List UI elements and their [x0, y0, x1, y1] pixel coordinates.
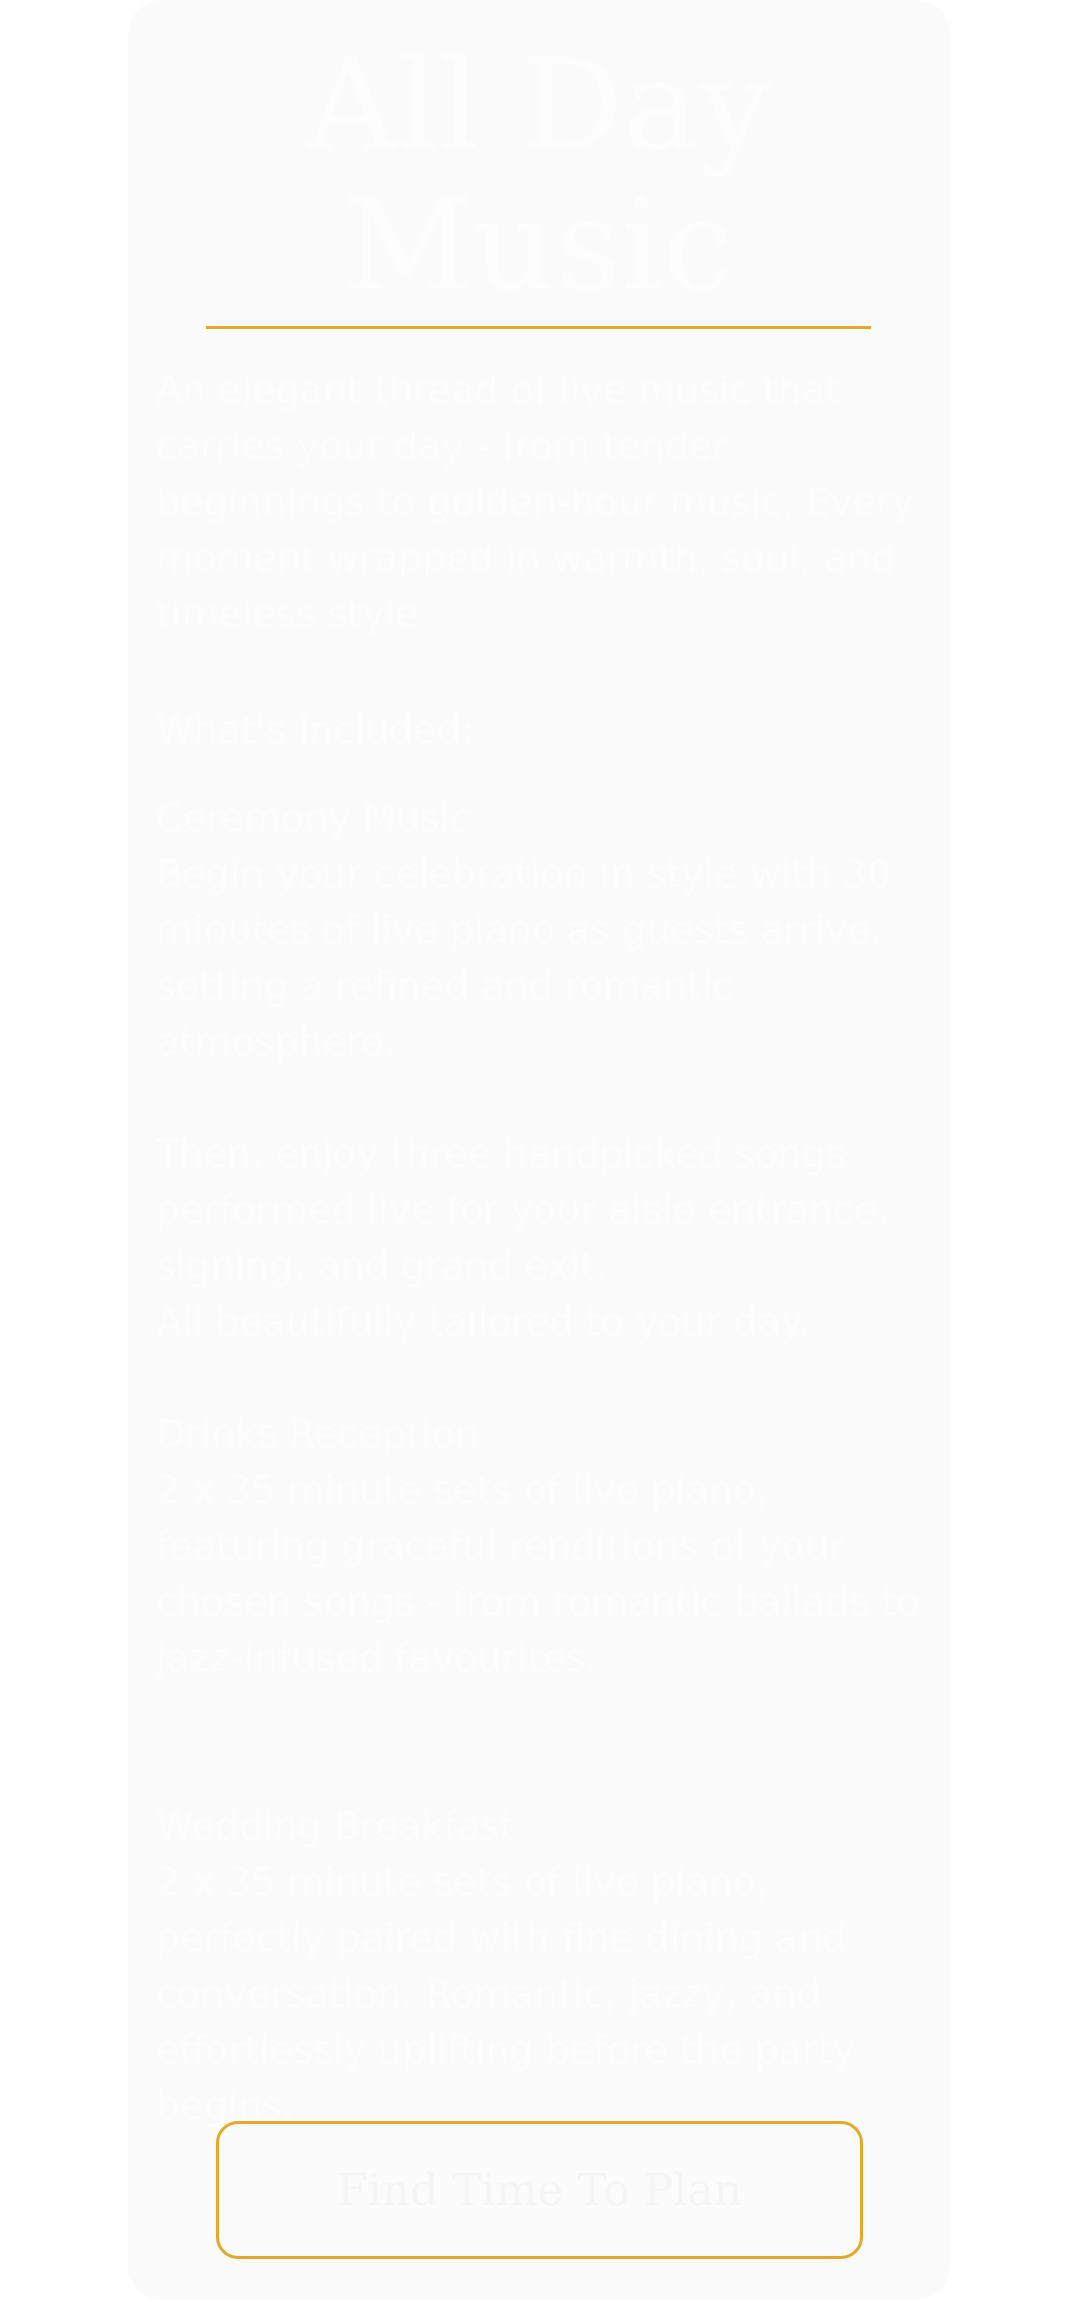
section-drinks-reception [156, 1406, 936, 1686]
included-heading: What's Included: [156, 708, 474, 752]
section-paragraph: Begin your celebration in style with 30 minutes of live piano as guests arrive, setting a refined and romantic atmosphere. [156, 852, 891, 1064]
package-title: All Day Music [306, 32, 772, 319]
title-divider [206, 326, 871, 329]
section-title: Wedding Breakfast [156, 1804, 515, 1848]
section-ceremony-music [156, 790, 936, 1350]
section-wedding-breakfast [156, 1798, 936, 2134]
intro-text: An elegant thread of live music that carries your day - from tender beginnings to golden-hour music. Every moment wrapped in warmth, soul, and timeless style. [156, 368, 915, 636]
section-paragraph: Then, enjoy three handpicked songs performed live for your aisle entrance, signing, and grand exit. [156, 1132, 890, 1288]
package-description [156, 362, 936, 2134]
package-card [128, 0, 950, 2300]
find-time-button[interactable]: Find Time To Plan [216, 2121, 863, 2259]
section-paragraph: 2 x 35 minute sets of live piano, perfectly paired with fine dining and conversation. Romantic, jazzy, and effortlessly uplifting before the party begins. [156, 1860, 855, 2128]
section-paragraph: 2 x 35 minute sets of live piano, featuring graceful renditions of your chosen songs - from romantic ballads to jazz-infused favourites. [156, 1468, 920, 1680]
section-title: Drinks Reception [156, 1412, 479, 1456]
section-paragraph: All beautifully tailored to your day. [156, 1300, 810, 1344]
section-title: Ceremony Music [156, 796, 472, 840]
